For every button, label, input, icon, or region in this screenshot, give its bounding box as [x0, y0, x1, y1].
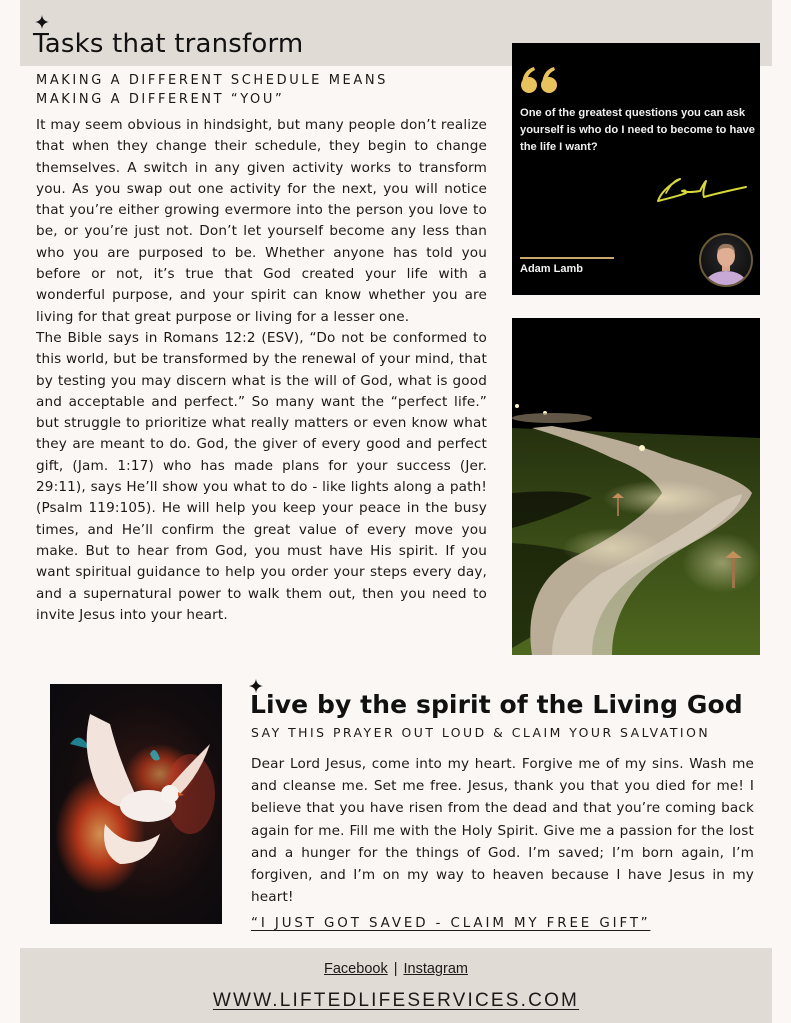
subheading-line: MAKING A DIFFERENT SCHEDULE MEANS [36, 73, 389, 88]
author-divider [520, 257, 614, 259]
subheading-line: MAKING A DIFFERENT “YOU” [36, 92, 285, 107]
instagram-link[interactable]: Instagram [403, 961, 468, 977]
prayer-section-title: Live by the spirit of the Living God [250, 690, 743, 719]
link-separator: | [393, 961, 398, 977]
section-title: Tasks that transform [33, 29, 304, 59]
prayer-text: Dear Lord Jesus, come into my heart. Forgive me of my sins. Wash me and cleanse me. Set me free. Jesus, thank you that you died for me! I believe that you have risen from the dead and that you’re coming back again for me. Fill me with the Holy Spirit. Give me a passion for the lost and a hunger for the things of God. I’m saved; I’m born again, I’m forgiven, and I’m on my way to heaven because I have Jesus in my heart! [251, 756, 754, 906]
website-row [20, 990, 772, 1012]
dove-photo [50, 684, 222, 924]
article-paragraph: The Bible says in Romans 12:2 (ESV), “Do not be conformed to this world, but be transformed by the renewal of your mind, that by testing you may discern what is the will of God, what is good and acceptable and perfect.” So many want the “perfect life.” but struggle to prioritize what really matters or even know what they are meant to do. God, the giver of every good and perfect gift, (Jam. 1:17) who has made plans for your success (Jer. 29:11), says He’ll show you what to do - like lights along a path! (Psalm 119:105). He will help you keep your peace in the busy times, and He’ll confirm the great value of every move you make. But to hear from God, you must have His spirit. If you want spiritual guidance to help you order your steps every day, and a supernatural power to walk them out, then you need to invite Jesus into your heart. [36, 329, 487, 623]
sparkle-icon [35, 15, 49, 29]
facebook-link[interactable]: Facebook [324, 961, 388, 977]
path-photo [512, 318, 760, 655]
claim-free-gift-link[interactable]: “I JUST GOT SAVED - CLAIM MY FREE GIFT” [251, 916, 651, 931]
prayer-section-subtitle: SAY THIS PRAYER OUT LOUD & CLAIM YOUR SALVATION [251, 725, 711, 740]
article-body [36, 115, 487, 626]
website-link[interactable]: WWW.LIFTEDLIFESERVICES.COM [212, 990, 580, 1011]
signature-icon [652, 175, 752, 209]
avatar [699, 233, 753, 287]
quote-card [512, 43, 760, 295]
footer [20, 948, 772, 1023]
author-name: Adam Lamb [520, 263, 583, 275]
quote-text: One of the greatest questions you can ask yourself is who do I need to become to have the life I want? [520, 107, 755, 153]
section-subheading [36, 71, 476, 109]
quote-mark-icon [520, 49, 560, 103]
article-paragraph: It may seem obvious in hindsight, but many people don’t realize that when they change their schedule, they begin to change themselves. A switch in any given activity works to transform you. As you swap out one activity for the next, you will notice that you’re either growing evermore into the person you love to be, or you’re just not. Don’t let yourself become any less than who you are purposed to be. Whether anyone has told you before or not, it’s true that God created your life with a wonderful purpose, and your spirit can know whether you are living for that great purpose or living for a lesser one. [36, 117, 487, 325]
social-links [20, 961, 772, 977]
